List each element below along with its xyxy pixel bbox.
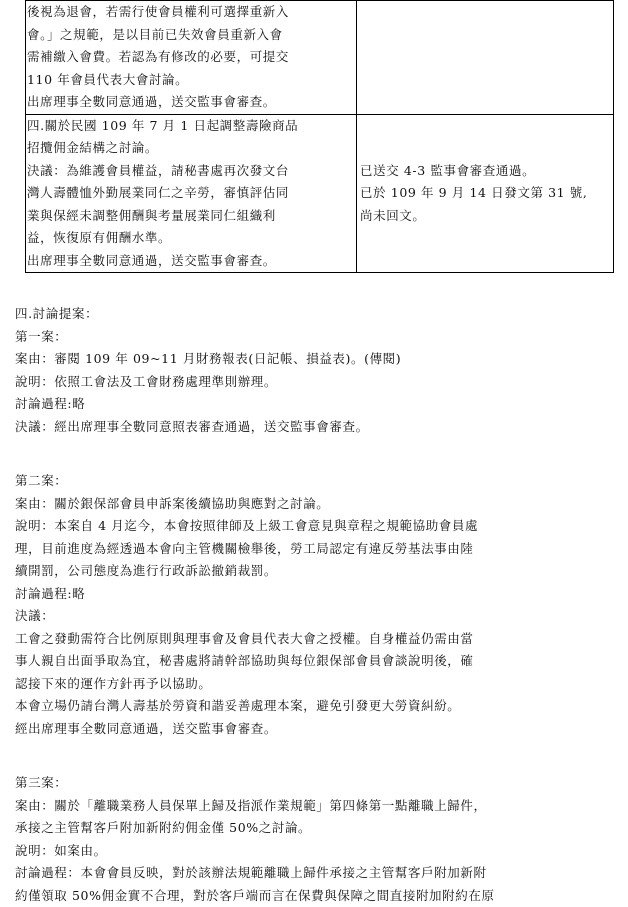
table-text-line: 尚未回文。: [357, 205, 613, 228]
table-cell-status: [357, 114, 614, 273]
case-1: [15, 326, 615, 439]
discussion-section: [15, 303, 615, 907]
case-line: 案由：關於銀保部會員申訴案後續協助與應對之討論。: [15, 493, 615, 516]
table-text-line: 已送交 4-3 監事會審查通過。: [357, 160, 613, 183]
table-text-line: 後視為退會，若需行使會員權利可選擇重新入: [26, 1, 356, 24]
table-text-line: 需補繳入會費。若認為有修改的必要，可提交: [26, 46, 356, 69]
case-line: 經出席理事全數同意通過，送交監事會審查。: [15, 718, 615, 741]
case-line: 承接之主管幫客戶附加新附約佣金僅 50%之討論。: [15, 817, 615, 840]
case-line: 理，目前進度為經透過本會向主管機關檢舉後，勞工局認定有違反勞基法事由陸: [15, 538, 615, 561]
case-line: 認接下來的運作方針再予以協助。: [15, 673, 615, 696]
case-line: 事人親自出面爭取為宜，秘書處將請幹部協助與每位銀保部會員會談說明後，確: [15, 650, 615, 673]
case-line: 討論過程:略: [15, 583, 615, 606]
case-line: 案由：關於「離職業務人員保單上歸及指派作業規範」第四條第一點離職上歸件，: [15, 795, 615, 818]
resolution-status-table: [25, 0, 614, 273]
case-line: 案由：審閱 109 年 09~11 月財務報表(日記帳、損益表)。(傳閱): [15, 348, 615, 371]
table-cell-status: [357, 1, 614, 115]
table-text-line: 決議：為維護會員權益，請秘書處再次發文台: [26, 160, 356, 183]
table-text-line: 灣人壽體恤外勤展業同仁之辛勞，審慎評估同: [26, 182, 356, 205]
case-line: 討論過程:略: [15, 393, 615, 416]
table-text-line: 110 年會員代表大會討論。: [26, 69, 356, 92]
case-heading: 第一案：: [15, 326, 615, 349]
case-line: 約僅領取 50%佣金實不合理，對於客戶端而言在保費與保障之間直接附加附約在原: [15, 885, 615, 907]
table-text-line: 出席理事全數同意通過，送交監事會審查。: [26, 91, 356, 114]
case-line: 說明：如案由。: [15, 840, 615, 863]
case-line: 討論過程：本會會員反映，對於該辦法規範離職上歸件承接之主管幫客戶附加新附: [15, 862, 615, 885]
table-cell-item: [26, 1, 357, 115]
table-text-line: 已於 109 年 9 月 14 日發文第 31 號,: [357, 182, 613, 205]
case-line: 工會之發動需符合比例原則與理事會及會員代表大會之授權。自身權益仍需由當: [15, 628, 615, 651]
table-cell-item: [26, 114, 357, 273]
table-text-line: 會。」之規範，是以目前已失效會員重新入會: [26, 24, 356, 47]
section-title: 四.討論提案：: [15, 303, 615, 326]
table-text-line: 招攬佣金結構之討論。: [26, 137, 356, 160]
case-heading: 第三案：: [15, 772, 615, 795]
case-line: 說明：本案自 4 月迄今，本會按照律師及上級工會意見與章程之規範協助會員處: [15, 515, 615, 538]
table-text-line: 業與保經未調整佣酬與考量展業同仁組織利: [26, 205, 356, 228]
case-line: 續開罰，公司態度為進行行政訴訟撤銷裁罰。: [15, 560, 615, 583]
case-line: 說明：依照工會法及工會財務處理準則辦理。: [15, 371, 615, 394]
table-text-line: 四.關於民國 109 年 7 月 1 日起調整壽險商品: [26, 115, 356, 138]
table-text-line: 益，恢復原有佣酬水準。: [26, 227, 356, 250]
case-line: 決議：經出席理事全數同意照表審查通過，送交監事會審查。: [15, 416, 615, 439]
table-row: [26, 114, 614, 273]
case-heading: 第二案：: [15, 470, 615, 493]
case-3: [15, 772, 615, 907]
case-2: [15, 470, 615, 740]
case-line: 本會立場仍請台灣人壽基於勞資和諧妥善處理本案，避免引發更大勞資糾紛。: [15, 695, 615, 718]
table-row: [26, 1, 614, 115]
table-text-line: 出席理事全數同意通過，送交監事會審查。: [26, 250, 356, 273]
case-line: 決議：: [15, 605, 615, 628]
